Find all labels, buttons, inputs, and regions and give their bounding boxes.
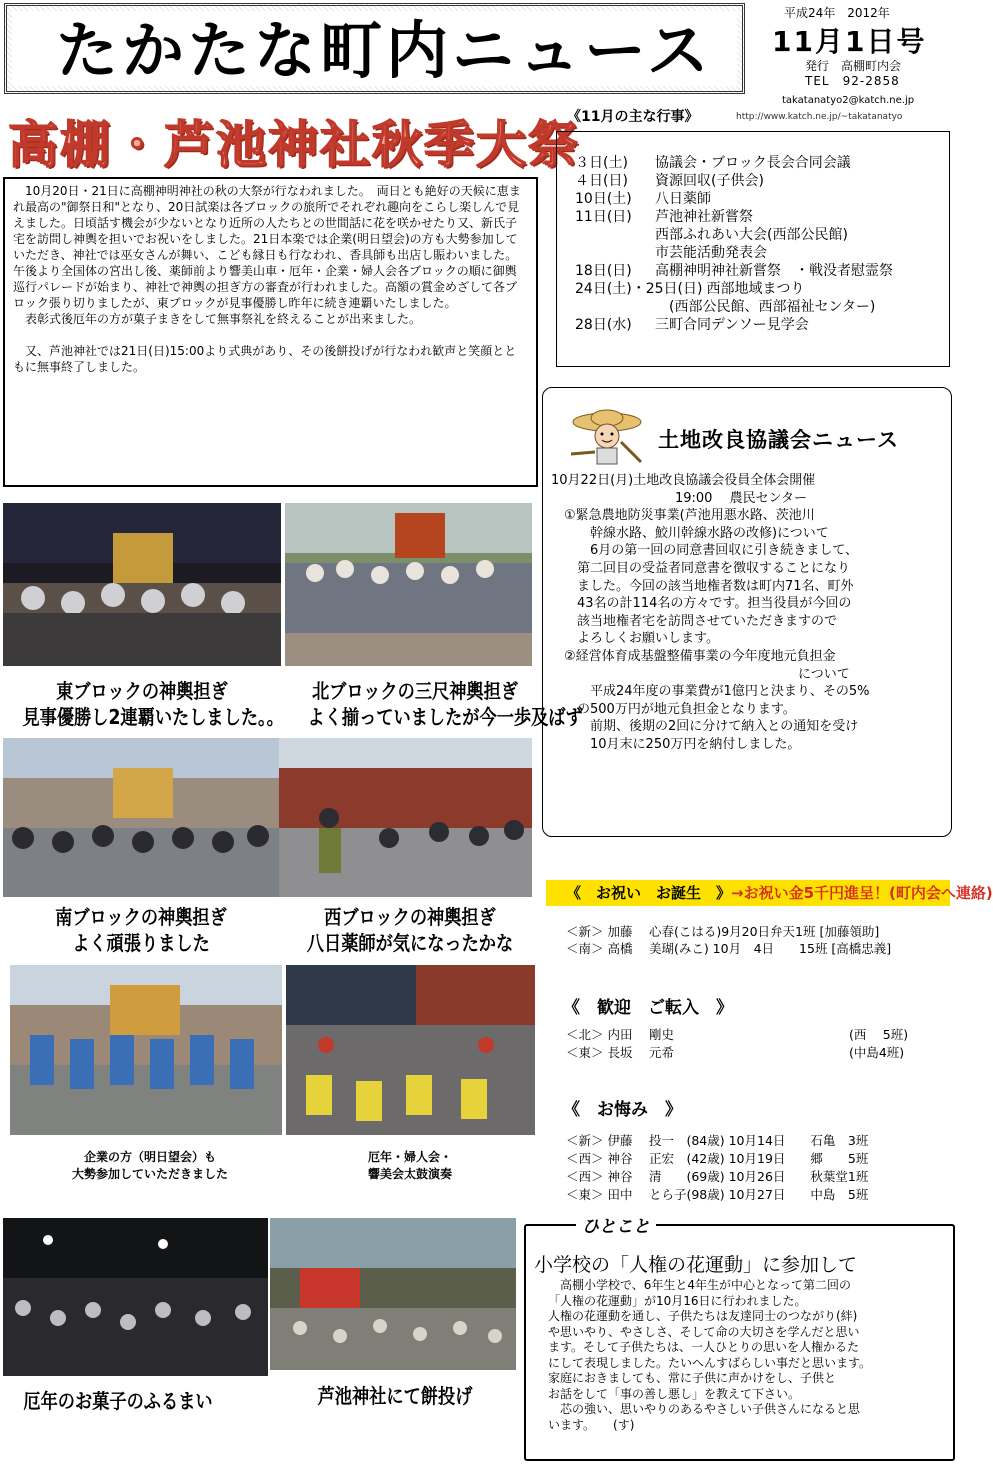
event-date — [575, 298, 655, 316]
issue-date: 11月1日号 — [772, 25, 927, 58]
candy-caption: 厄年のお菓子のふるまい — [23, 1389, 213, 1413]
event-name: 資源回収(子供会) — [655, 173, 764, 189]
event-date: 24日(土)・25日(日) — [575, 281, 703, 297]
condolence-entry: ＜西＞ 神谷 正宏 (42歳) 10月19日 郷 5班 — [566, 1151, 869, 1166]
welcome-entry: ＜北＞ 内田 剛史 (西 5班) — [566, 1027, 909, 1042]
event-name: 芦池神社新嘗祭 — [655, 209, 753, 225]
event-row — [575, 172, 949, 190]
event-row — [575, 280, 949, 298]
land-council-box — [542, 387, 952, 837]
condolence-entry: ＜西＞ 神谷 清 (69歳) 10月26日 秋葉堂1班 — [566, 1169, 869, 1184]
mochi-photo — [270, 1218, 516, 1370]
event-row — [575, 244, 949, 262]
welcome-entry: ＜東＞ 長坂 元希 (中島4班) — [566, 1045, 905, 1060]
south-block-photo — [3, 738, 279, 897]
event-row — [575, 154, 949, 172]
north-block-photo — [285, 503, 532, 666]
east-block-caption-1: 東ブロックの神輿担ぎ — [56, 679, 228, 703]
yakudoshi-caption-2: 響美会太鼓演奏 — [367, 1167, 452, 1181]
phone-number: TEL 92-2858 — [805, 74, 900, 88]
event-date — [575, 244, 655, 262]
article-paragraph: 表彰式後厄年の方が菓子まきをして無事祭礼を終えることが出来ました。 — [13, 312, 422, 326]
mochi-caption: 芦池神社にて餅投げ — [317, 1384, 473, 1408]
article-paragraph — [13, 327, 528, 343]
article-paragraph: 又、芦池神社では21日(日)15:00より式典があり、その後餅投げが行なわれ歓声と笑顔とともに無事終了しました。 — [13, 344, 517, 374]
celebration-note: →お祝い金5千円進呈！(町内会へ連絡) — [731, 884, 993, 902]
event-row — [575, 316, 949, 334]
hitokoto-title: 小学校の「人権の花運動」に参加して — [534, 1254, 858, 1276]
company-caption-2: 大勢参加していただきました — [71, 1167, 228, 1181]
company-photo — [10, 965, 282, 1135]
celebration-heading: 《 お祝い お誕生 》 — [566, 884, 732, 902]
hitokoto-tag: ひとこと — [576, 1212, 656, 1237]
welcome-heading: 《 歓迎 ご転入 》 — [563, 998, 733, 1018]
event-name: 八日薬師 — [655, 191, 711, 207]
event-name: 西部ふれあい大会(西部公民館) — [655, 227, 848, 243]
issue-year: 平成24年 2012年 — [784, 6, 890, 20]
east-block-caption-2: 見事優勝し2連覇いたしました。。 — [22, 705, 284, 729]
birth-entry: ＜南＞ 高橋 美瑚(みこ) 10月 4日 15班 [高橋忠義] — [566, 941, 892, 956]
condolence-heading: 《 お悔み 》 — [563, 1100, 682, 1120]
events-heading: 《11月の主な行事》 — [567, 109, 699, 125]
birth-entry: ＜新＞ 加藤 心春(こはる)9月20日弁天1班 [加藤領助] — [566, 924, 880, 939]
east-block-photo — [3, 503, 281, 666]
north-block-caption-1: 北ブロックの三尺神輿担ぎ — [311, 679, 519, 703]
event-date: ４日(日) — [575, 173, 628, 189]
publisher: 発行 高棚町内会 — [805, 59, 902, 73]
west-block-caption-2: 八日薬師が気になったかな — [306, 931, 514, 955]
email-address: takatanatyo2@katch.ne.jp — [782, 95, 915, 106]
event-date: 18日(日) — [575, 263, 632, 279]
event-date: 10日(土) — [575, 191, 632, 207]
event-row — [575, 226, 949, 244]
event-date: 28日(水) — [575, 317, 632, 333]
company-caption-1: 企業の方（明日望会）も — [83, 1150, 216, 1164]
yakudoshi-caption-1: 厄年・婦人会・ — [367, 1150, 452, 1164]
west-block-photo — [279, 738, 532, 897]
south-block-caption-1: 南ブロックの神輿担ぎ — [55, 905, 227, 929]
event-name: 市芸能活動発表会 — [655, 245, 767, 261]
website-url: http://www.katch.ne.jp/~takatanatyo — [736, 112, 903, 122]
north-block-caption-2: よく揃っていましたが今一歩及ばず — [307, 705, 583, 729]
event-name: (西部公民館、西部福祉センター) — [655, 299, 876, 315]
event-name: 三町合同デンソー見学会 — [655, 317, 809, 333]
event-date: 11日(日) — [575, 209, 632, 225]
hitokoto-body: 高棚小学校で、6年生と4年生が中心となって第二回の 「人権の花運動」が10月16日に行われました。 人権の花運動を通し、子供たちは友達同士のつながり(絆) や思いやり、やさしさ、そして命の大切さを学んだと思い ます。そして子供たちは、一人ひとりの思いを人権かるた にして表現しました。たいへんすばらしい事だと思います。 家庭におきましても、常に子供に声かけをし、子供と お話をして「事の善し悪し」を教えて下さい。 芯の強い、思いやりのあるやさしい子供さんになると思 います。 (す) — [548, 1278, 872, 1432]
celebration-banner — [546, 880, 993, 906]
condolence-entry: ＜新＞ 伊藤 投一 (84歳) 10月14日 石亀 3班 — [566, 1133, 869, 1148]
main-headline: 高棚・芦池神社秋季大祭 — [8, 116, 580, 174]
event-row — [575, 298, 949, 316]
festival-article — [3, 177, 538, 487]
hitokoto-box — [524, 1217, 955, 1461]
farmer-mascot-icon — [565, 406, 649, 470]
yakudoshi-drum-photo — [286, 965, 535, 1135]
article-paragraph: 10月20日・21日に高棚神明神社の秋の大祭が行なわれました。 両日とも絶好の天候に恵まれ最高の"御祭日和"となり、20日試楽は各ブロックの旅所でそれぞれ趣向をこらし楽しんで見えました。日頃話す機会が少ないとなり近所の人たちとの世間話に花を咲かせたり又、新氏子宅を訪問し神輿を担いでお祝いをしました。21日本楽では企業(明日望会)の方も大勢参加していただき、神社では巫女さんが舞い、こども縁日も行なわれ、香具師も出店し賑わいました。午後より全国体の宮出し後、薬師前より響美山車・厄年・企業・婦人会各ブロックの順に御輿巡行パレードが始まり、神社で神輿の担ぎ方の審査が行われました。高額の賞金めざして各ブロック張り切りましたが、東ブロックが見事優勝し昨年に続き連覇いたしました。 — [13, 184, 521, 310]
event-row — [575, 190, 949, 208]
event-row — [575, 208, 949, 226]
land-council-body: 10月22日(月)土地改良協議会役員全体会開催 19:00 農民センター ①緊急農地防災事業(芦池用悪水路、茨池川 幹線水路、鮫川幹線水路の改修)について 6月の第一回の同意書回収に引き続きまして、 第二回目の受益者同意書を徴収することになり ました。今回の該当地権者数は町内71名、町外 43名の計114名の方々です。担当役員が今回の 該当地権者宅を訪問させていただきますので よろしくお願いします。 ②経営体育成基盤整備事業の今年度地元負担金 について 平成24年度の事業費が1億円と決まり、その5% の500万円が地元負担金となります。 前期、後期の2回に分けて納入との通知を受け 10月末に250万円を納付しました。 — [551, 473, 870, 752]
event-row — [575, 262, 949, 280]
candy-photo — [3, 1218, 268, 1376]
west-block-caption-1: 西ブロックの神輿担ぎ — [324, 905, 496, 929]
event-date — [575, 226, 655, 244]
land-council-title: 土地改良協議会ニュース — [658, 428, 899, 452]
condolence-entry: ＜東＞ 田中 とら子(98歳) 10月27日 中島 5班 — [566, 1187, 869, 1202]
event-name: 高棚神明神社新嘗祭 ・戦没者慰霊祭 — [655, 263, 893, 279]
masthead — [4, 3, 745, 94]
event-date: ３日(土) — [575, 155, 628, 171]
newsletter-title: たかたな町内ニュース — [12, 11, 737, 86]
event-name: 西部地域まつり — [706, 281, 805, 297]
events-list — [556, 131, 950, 367]
event-name: 協議会・ブロック長会合同会議 — [655, 155, 851, 171]
south-block-caption-2: よく頑張りました — [72, 931, 210, 955]
